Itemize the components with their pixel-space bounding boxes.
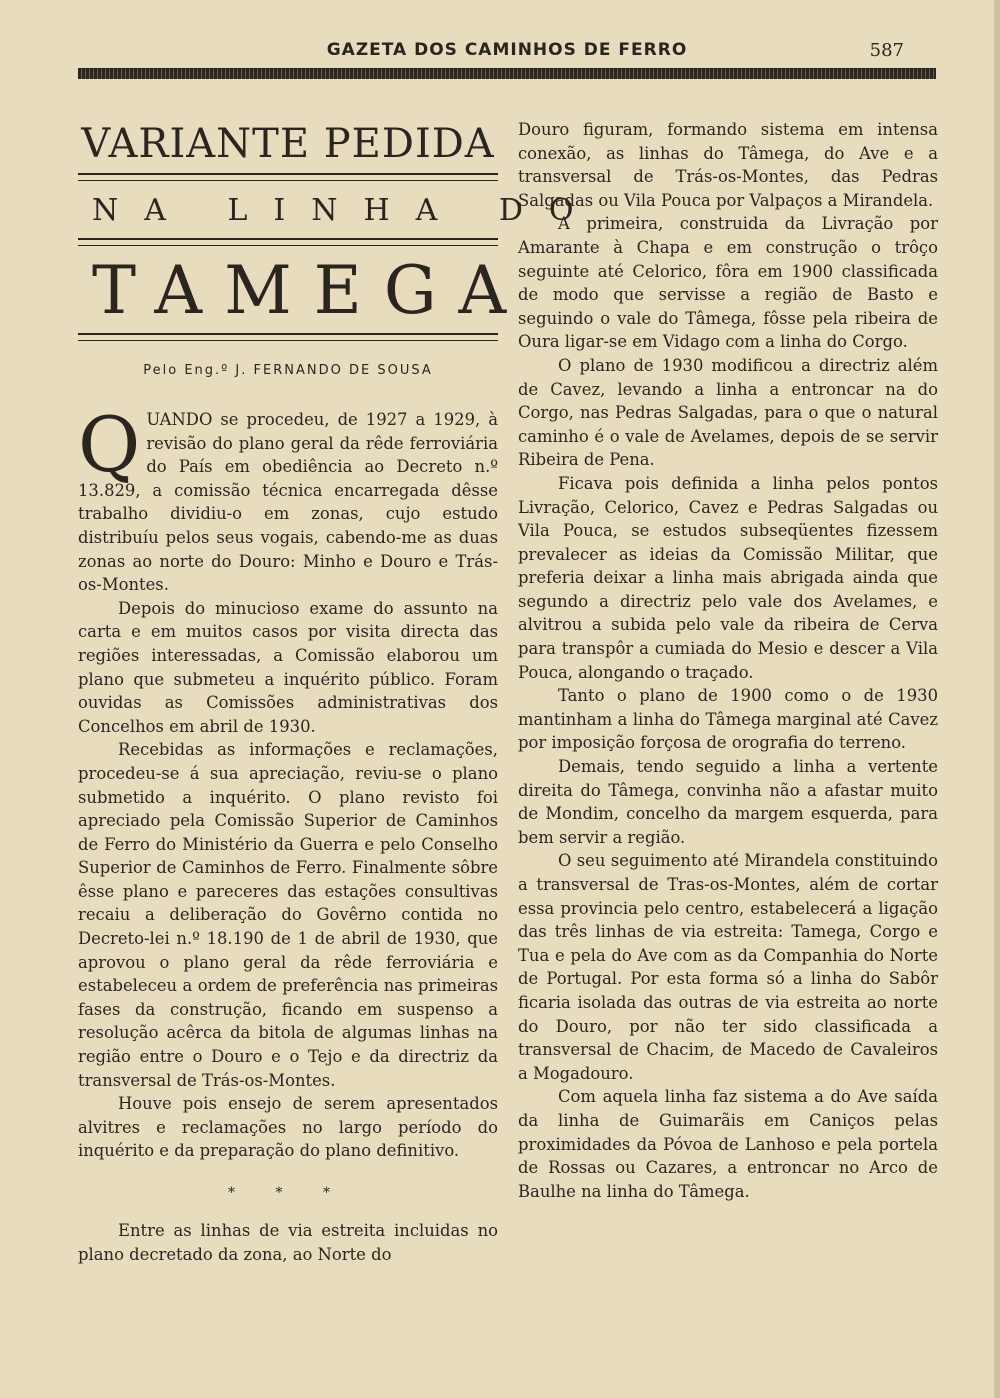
paragraph: Tanto o plano de 1900 como o de 1930 mantinham a linha do Tâmega marginal até Cavez por imposição forçosa de orografia do terreno. [518, 686, 938, 753]
running-header [78, 38, 936, 68]
paragraph: Demais, tendo seguido a linha a vertente direita do Tâmega, convinha não a afastar muito de Mondim, concelho da margem esquerda, para bem servir a região. [518, 757, 938, 847]
journal-title: GAZETA DOS CAMINHOS DE FERRO [326, 40, 688, 60]
paragraph: Depois do minucioso exame do assunto na carta e em muitos casos por visita directa das regiões interessadas, a Comissão elaborou um plano que submeteu a inquérito público. Foram ouvidas as Comissões administrativas dos Concelhos em abril de 1930. [78, 598, 498, 736]
paragraph: Recebidas as informações e reclamações, procedeu-se á sua apreciação, reviu-se o plano submetido a inquérito. O plano revisto foi apreciado pela Comissão Superior de Caminhos de Ferro do Ministério da Guerra e pelo Conselho Superior de Caminhos de Ferro. Finalmente sôbre êsse plano e pareceres das estações consultivas recaiu a deliberação do Govêrno contida no Decreto-lei n.º 18.190 de 1 de abril de 1930, que aprovou o plano geral da rêde ferroviária e estabeleceu a ordem de preferência nas primeiras fases da construção, ficando em suspenso a resolução acêrca da bitola de algumas linhas na região entre o Douro e o Tejo e da directriz da transversal de Trás-os-Montes. [78, 740, 498, 1090]
paragraph: O plano de 1930 modificou a directriz além de Cavez, levando a linha a entroncar na do Corgo, nas Pedras Salgadas, para o que o natural caminho é o vale de Avelames, depois de se servir Ribeira de Pena. [518, 355, 938, 470]
header-rule [78, 68, 936, 79]
paragraph: Entre as linhas de via estreita incluidas no plano decretado da zona, ao Norte do [78, 1221, 498, 1264]
paragraph-continuation: Douro figuram, formando sistema em intensa conexão, as linhas do Tâmega, do Ave e a transversal de Trás-os-Montes, das Pedras Salgadas ou Vila Pouca por Valpaços a Mirandela. [518, 120, 938, 210]
paragraph: A primeira, construida da Livração por Amarante à Chapa e em construção o trôço seguinte até Celorico, fôra em 1900 classificada de modo que servisse a região de Basto e seguindo o vale do Tâmega, fôsse pela ribeira de Oura ligar-se em Vidago com a linha do Corgo. [518, 214, 938, 352]
paragraph: Ficava pois definida a linha pelos pontos Livração, Celorico, Cavez e Pedras Salgadas ou Vila Pouca, se estudos subseqüentes fizessem prevalecer as ideias da Comissão Militar, que preferia deixar a linha mais abrigada ainda que segundo a directriz pelo vale dos Avelames, e alvitrou a subida pelo vale da ribeira de Cerva para transpôr a cumiada do Mesio e descer a Vila Pouca, alongando o traçado. [518, 473, 938, 682]
section-separator: * * * [228, 1185, 348, 1201]
paragraph-text: UANDO se procedeu, de 1927 a 1929, à revisão do plano geral da rêde ferroviária do País em obediência ao Decreto n.º 13.829, a comissão técnica encarregada dêsse trabalho dividiu-o em zonas, cujo estudo distribuíu pelos seus vogais, cabendo-me as duas zonas ao norte do Douro: Minho e Douro e Trás-os-Montes. [78, 410, 498, 595]
paragraph: Houve pois ensejo de serem apresentados alvitres e reclamações no largo período do inquérito e da preparação do plano definitivo. [78, 1094, 498, 1161]
page-edge [994, 0, 1000, 1398]
left-body [78, 400, 498, 1266]
paragraph [78, 400, 498, 597]
drop-cap: Q [78, 400, 141, 489]
byline: Pelo Eng.º J. FERNANDO DE SOUSA [143, 363, 433, 378]
left-column [78, 115, 600, 1266]
paragraph: O seu seguimento até Mirandela constituindo a transversal de Tras-os-Montes, além de cortar essa provincia pelo centro, estabelecerá a ligação das três linhas de via estreita: Tamega, Corgo e Tua e pela do Ave com as da Companhia do Norte de Portugal. Por esta forma só a linha do Sabôr ficaria isolada das outras de via estreita ao norte do Douro, por não ter sido classificada a transversal de Chacim, de Macedo de Cavaleiros a Mogadouro. [518, 851, 938, 1083]
headline-rule-3 [78, 333, 498, 341]
headline-rule-2 [78, 238, 498, 246]
headline-line-3: TAMEGA [92, 252, 529, 329]
page-number: 587 [869, 40, 904, 61]
headline-line-2: NA LINHA DO [92, 193, 600, 228]
headline-line-1: VARIANTE PEDIDA [81, 121, 495, 167]
headline-rule-1 [78, 173, 498, 181]
right-body [518, 118, 938, 1203]
right-column [518, 118, 938, 1203]
paragraph: Com aquela linha faz sistema a do Ave saída da linha de Guimarãis em Caniços pelas proximidades da Póvoa de Lanhoso e pela portela de Rossas ou Cazares, a entroncar no Arco de Baulhe na linha do Tâmega. [518, 1087, 938, 1201]
